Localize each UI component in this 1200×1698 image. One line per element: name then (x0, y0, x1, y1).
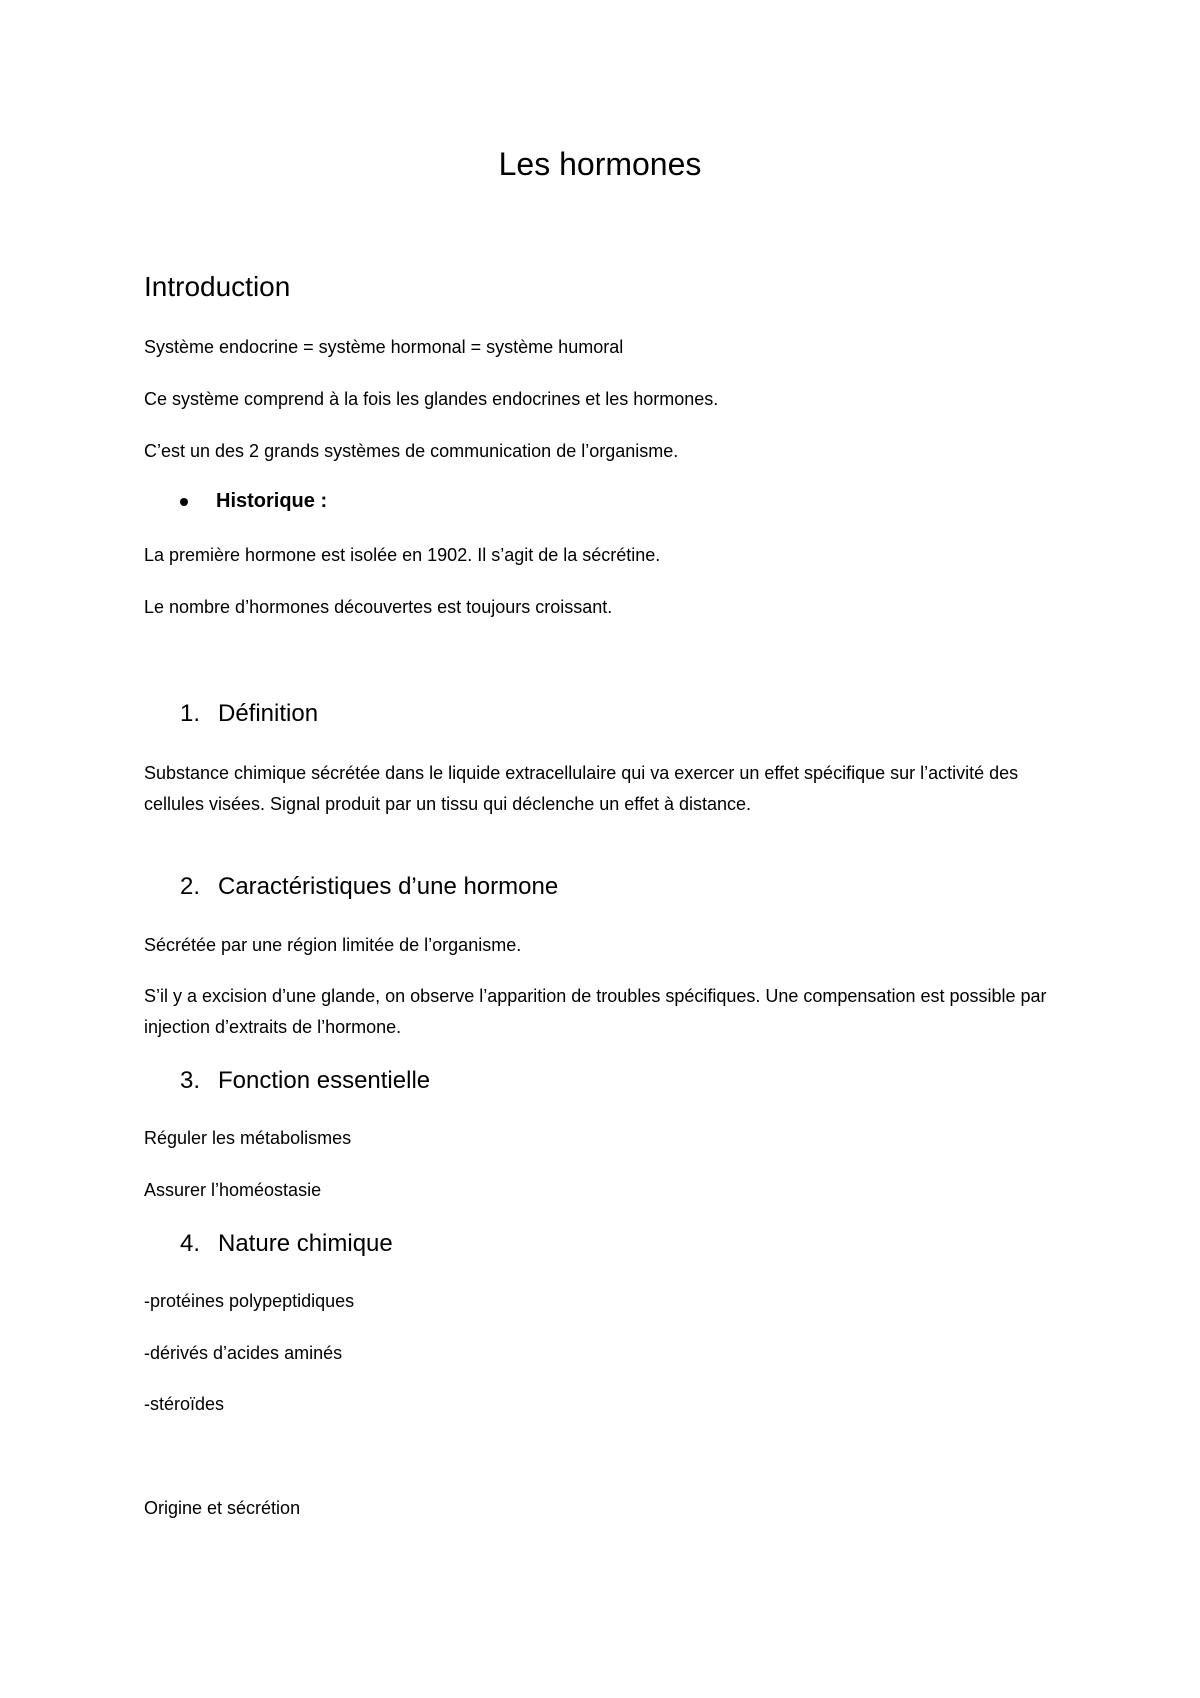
historique-bullet (180, 490, 327, 513)
section-heading-caracteristiques (180, 873, 558, 901)
fonction-paragraph: Réguler les métabolismes (144, 1128, 352, 1148)
fonction-paragraph: Assurer l’homéostasie (144, 1180, 322, 1200)
nature-list-item: -dérivés d’acides aminés (144, 1343, 343, 1363)
section-title: Définition (218, 700, 319, 727)
footer-line: Origine et sécrétion (144, 1498, 301, 1518)
historique-paragraph: La première hormone est isolée en 1902. Il s’agit de la sécrétine. (144, 545, 661, 565)
intro-paragraph: Ce système comprend à la fois les glandes endocrines et les hormones. (144, 389, 719, 409)
bullet-icon (180, 498, 188, 506)
section-title: Fonction essentielle (218, 1067, 431, 1094)
definition-paragraph: Substance chimique sécrétée dans le liquide extracellulaire qui va exercer un effet spécifique sur l’activité des cellules visées. Signal produit par un tissu qui déclenche un effet à distance. (144, 763, 1019, 814)
intro-paragraph: Système endocrine = système hormonal = système humoral (144, 337, 624, 357)
section-title: Caractéristiques d’une hormone (218, 873, 559, 900)
nature-list-item: -protéines polypeptidiques (144, 1291, 355, 1311)
nature-list-item: -stéroïdes (144, 1394, 225, 1414)
section-number: 3. (180, 1067, 201, 1094)
section-number: 1. (180, 700, 201, 727)
intro-heading: Introduction (144, 271, 291, 302)
caracteristiques-paragraph: S’il y a excision d’une glande, on observe l’apparition de troubles spécifiques. Une compensation est possible par injection d’extraits de l’hormone. (144, 986, 1047, 1037)
intro-paragraph: C’est un des 2 grands systèmes de communication de l’organisme. (144, 441, 679, 461)
section-number: 4. (180, 1230, 201, 1257)
section-heading-definition (180, 700, 318, 728)
section-number: 2. (180, 873, 201, 900)
document-title: Les hormones (498, 146, 702, 182)
historique-paragraph: Le nombre d’hormones découvertes est toujours croissant. (144, 597, 613, 617)
section-heading-fonction (180, 1067, 430, 1095)
section-heading-nature (180, 1230, 393, 1258)
caracteristiques-paragraph: Sécrétée par une région limitée de l’organisme. (144, 935, 522, 955)
section-title: Nature chimique (218, 1230, 393, 1257)
historique-label: Historique : (216, 490, 328, 512)
